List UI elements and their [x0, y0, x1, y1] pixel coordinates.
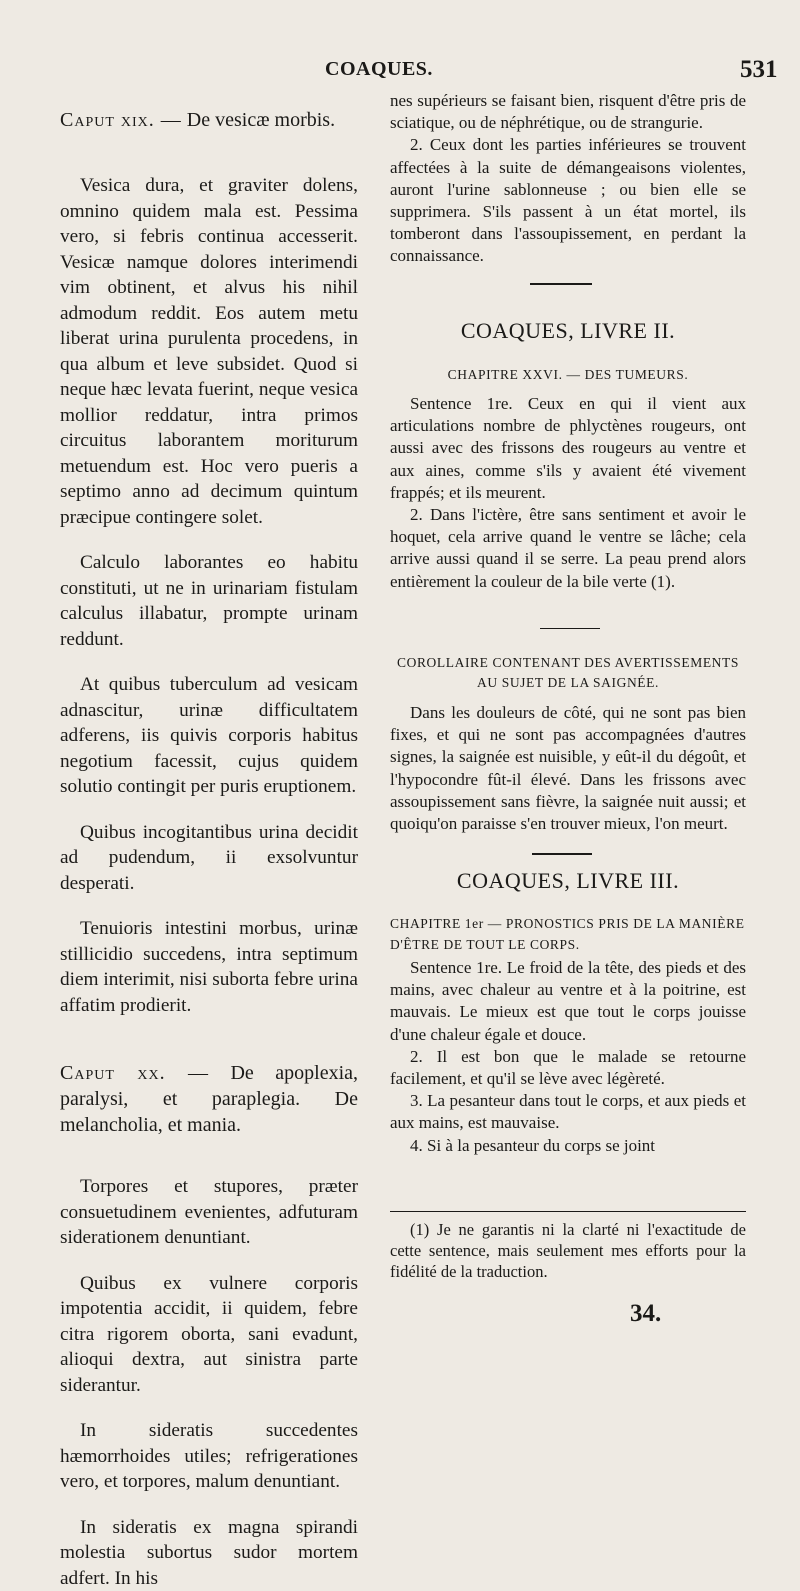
latin-paragraph: Vesica dura, et graviter dolens, omnino quidem mala est. Pessima vero, si febris continua accesserit. Vesicæ namque dolores interimendi vim obtinent, et alvus his nihil admodum reddit. Eos autem metu liberat urina purulenta procedens, in qua album et leve subsidet. Quod si neque hæc levata fuerint, neque vesica mollior reddatur, intra primos circuitus laborantem moriturum metuendum est. Hoc vero pueris a septimo anno ad decimum quintum præcipue contingere solet. [60, 173, 358, 530]
french-paragraph: Dans les douleurs de côté, qui ne sont pas bien fixes, et qui ne sont pas accompagnées d'autres signes, la saignée est nuisible, y eût-il du dégoût, et l'hypocondre fût-il élevé. Dans les frissons avec assoupissement sans fièvre, la saignée nuit aussi; et quoiqu'on paraisse s'en trouver mieux, l'on meurt. [390, 702, 746, 835]
latin-paragraph: At quibus tuberculum ad vesicam adnascitur, urinæ difficultatem adferens, iis quivis corporis habitus negotium facessit, cujus quidem solutio contingit per puris eruptionem. [60, 672, 358, 800]
corollary-subtitle: AU SUJET DE LA SAIGNÉE. [390, 672, 746, 693]
signature-mark: 34. [630, 1300, 661, 1328]
right-column [390, 90, 746, 268]
footnote [390, 1219, 746, 1283]
latin-paragraph: Quibus ex vulnere corporis impotentia accidit, ii quidem, febre citra rigorem oborta, sani evadunt, alioqui dextra, aut sinistra parte siderantur. [60, 1271, 358, 1399]
left-column [60, 107, 358, 1591]
footnote-text: (1) Je ne garantis ni la clarté ni l'exactitude de cette sentence, mais seulement mes efforts pour la fidélité de la traduction. [390, 1219, 746, 1283]
french-paragraph: Sentence 1re. Le froid de la tête, des pieds et des mains, avec chaleur au ventre et à la poitrine, est mauvais. Le mieux est que tout le corps jouisse d'une chaleur égale et douce. [390, 957, 746, 1046]
book3-text [390, 957, 746, 1157]
page-number: 531 [740, 56, 778, 84]
corollary-text [390, 702, 746, 835]
book-title: COAQUES, LIVRE II. [390, 318, 746, 344]
chapter-heading: CHAPITRE 1er — PRONOSTICS PRIS DE LA MANIÈRE D'ÊTRE DE TOUT LE CORPS. [390, 913, 746, 955]
french-paragraph: Sentence 1re. Ceux en qui il vient aux articulations nombre de phlyctènes rougeurs, ont aussi avec des frissons des rougeurs au ventre et aux aines, comme s'ils y avaient été vivement frappés; et ils meurent. [390, 393, 746, 504]
book2-text [390, 393, 746, 593]
book-title: COAQUES, LIVRE III. [390, 868, 746, 894]
caput-label: Caput xx. — [60, 1062, 209, 1084]
caput-heading [60, 107, 358, 133]
french-paragraph: nes supérieurs se faisant bien, risquent d'être pris de sciatique, ou de néphrétique, ou de strangurie. [390, 90, 746, 134]
caput-heading [60, 1060, 358, 1138]
caput-title: De apoplexia, paralysi, et paraplegia. De melancholia, et mania. [60, 1062, 358, 1136]
section-rule [540, 628, 600, 629]
french-paragraph: 2. Ceux dont les parties inférieures se trouvent affectées à la suite de démangeaisons violentes, auront l'urine sablonneuse ; ou bien elle se supprimera. S'ils passent à un état mortel, ils tomberont dans l'assoupissement, en perdant la connaissance. [390, 134, 746, 267]
french-paragraph: 2. Il est bon que le malade se retourne facilement, et qu'il se lève avec légèreté. [390, 1046, 746, 1090]
latin-paragraph: In sideratis ex magna spirandi molestia subortus sudor mortem adfert. In his [60, 1515, 358, 1591]
caput-title: De vesicæ morbis. [187, 109, 335, 131]
section-rule [532, 853, 592, 855]
latin-paragraph: Calculo laborantes eo habitu constituti, ut ne in urinariam fistulam calculus illabatur, prompte urinam reddunt. [60, 550, 358, 652]
french-paragraph: 3. La pesanteur dans tout le corps, et aux pieds et aux mains, est mauvaise. [390, 1090, 746, 1134]
latin-paragraph: Tenuioris intestini morbus, urinæ stillicidio succedens, intra septimum diem interimit, nisi suborta febre urina affatim prodierit. [60, 916, 358, 1018]
chapter-heading: CHAPITRE XXVI. — DES TUMEURS. [390, 364, 746, 385]
running-title: COAQUES. [325, 58, 433, 81]
section-rule [530, 283, 592, 285]
french-paragraph: 2. Dans l'ictère, être sans sentiment et avoir le hoquet, cela arrive quand le ventre se lâche; cela arrive aussi quand il se serre. La peau prend alors entièrement la couleur de la bile verte (1). [390, 504, 746, 593]
latin-paragraph: Quibus incogitantibus urina decidit ad pudendum, ii exsolvuntur desperati. [60, 820, 358, 897]
footnote-rule [390, 1211, 746, 1212]
corollary-title: COROLLAIRE CONTENANT DES AVERTISSEMENTS [390, 652, 746, 673]
latin-paragraph: In sideratis succedentes hæmorrhoides utiles; refrigerationes vero, et torpores, malum denuntiant. [60, 1418, 358, 1495]
latin-paragraph: Torpores et stupores, præter consuetudinem evenientes, adfuturam siderationem denuntiant. [60, 1174, 358, 1251]
french-paragraph: 4. Si à la pesanteur du corps se joint [390, 1135, 746, 1157]
caput-label: Caput xix. — [60, 109, 182, 131]
